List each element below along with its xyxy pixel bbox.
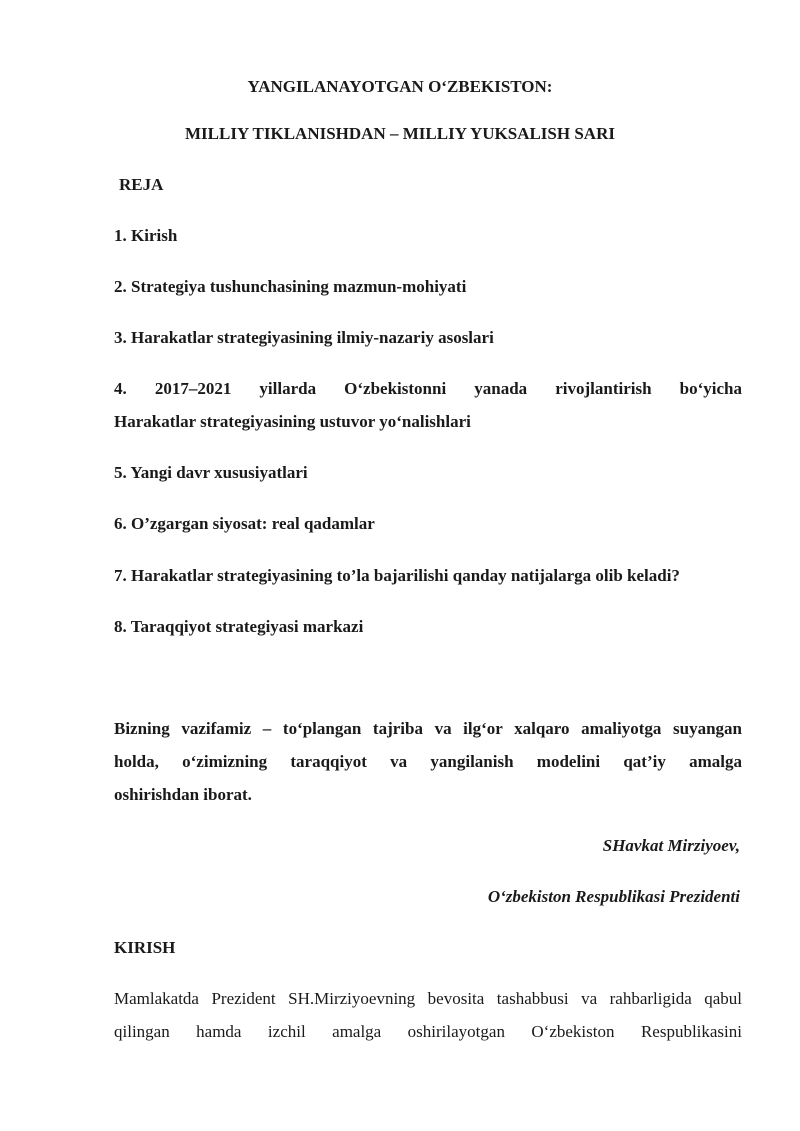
epigraph-author: SHavkat Mirziyoev, <box>602 836 740 855</box>
intro-heading: KIRISH <box>114 938 176 957</box>
plan-item-3: 3. Harakatlar strategiyasining ilmiy-nazariy asoslari <box>114 328 494 347</box>
plan-item-6: 6. O’zgargan siyosat: real qadamlar <box>114 514 375 533</box>
plan-item-8: 8. Taraqqiyot strategiyasi markazi <box>114 617 364 636</box>
plan-item-7: 7. Harakatlar strategiyasining to’la bajarilishi qanday natijalarga olib keladi? <box>114 566 680 585</box>
intro-paragraph-line-1: Mamlakatda Prezident SH.Mirziyoevning bevosita tashabbusi va rahbarligida qabul <box>114 989 742 1008</box>
plan-item-2: 2. Strategiya tushunchasining mazmun-mohiyati <box>114 277 467 296</box>
epigraph-author-title: O‘zbekiston Respublikasi Prezidenti <box>487 887 740 906</box>
epigraph-line-1: Bizning vazifamiz – to‘plangan tajriba va ilg‘or xalqaro amaliyotga suyangan <box>114 719 742 738</box>
plan-item-5: 5. Yangi davr xususiyatlari <box>114 463 308 482</box>
intro-paragraph-line-2: qilingan hamda izchil amalga oshirilayotgan O‘zbekiston Respublikasini <box>114 1022 742 1041</box>
document-title-line-1: YANGILANAYOTGAN O‘ZBEKISTON: <box>247 77 553 96</box>
document-title-line-2: MILLIY TIKLANISHDAN – MILLIY YUKSALISH SARI <box>185 124 615 143</box>
plan-item-4-line-1: 4. 2017–2021 yillarda O‘zbekistonni yanada rivojlantirish bo‘yicha <box>114 379 742 398</box>
epigraph-line-3: oshirishdan iborat. <box>114 785 252 804</box>
plan-item-1: 1. Kirish <box>114 226 178 245</box>
plan-item-4-line-2: Harakatlar strategiyasining ustuvor yo‘nalishlari <box>114 412 471 431</box>
epigraph-line-2: holda, o‘zimizning taraqqiyot va yangilanish modelini qat’iy amalga <box>114 752 742 771</box>
plan-heading: REJA <box>119 175 164 194</box>
